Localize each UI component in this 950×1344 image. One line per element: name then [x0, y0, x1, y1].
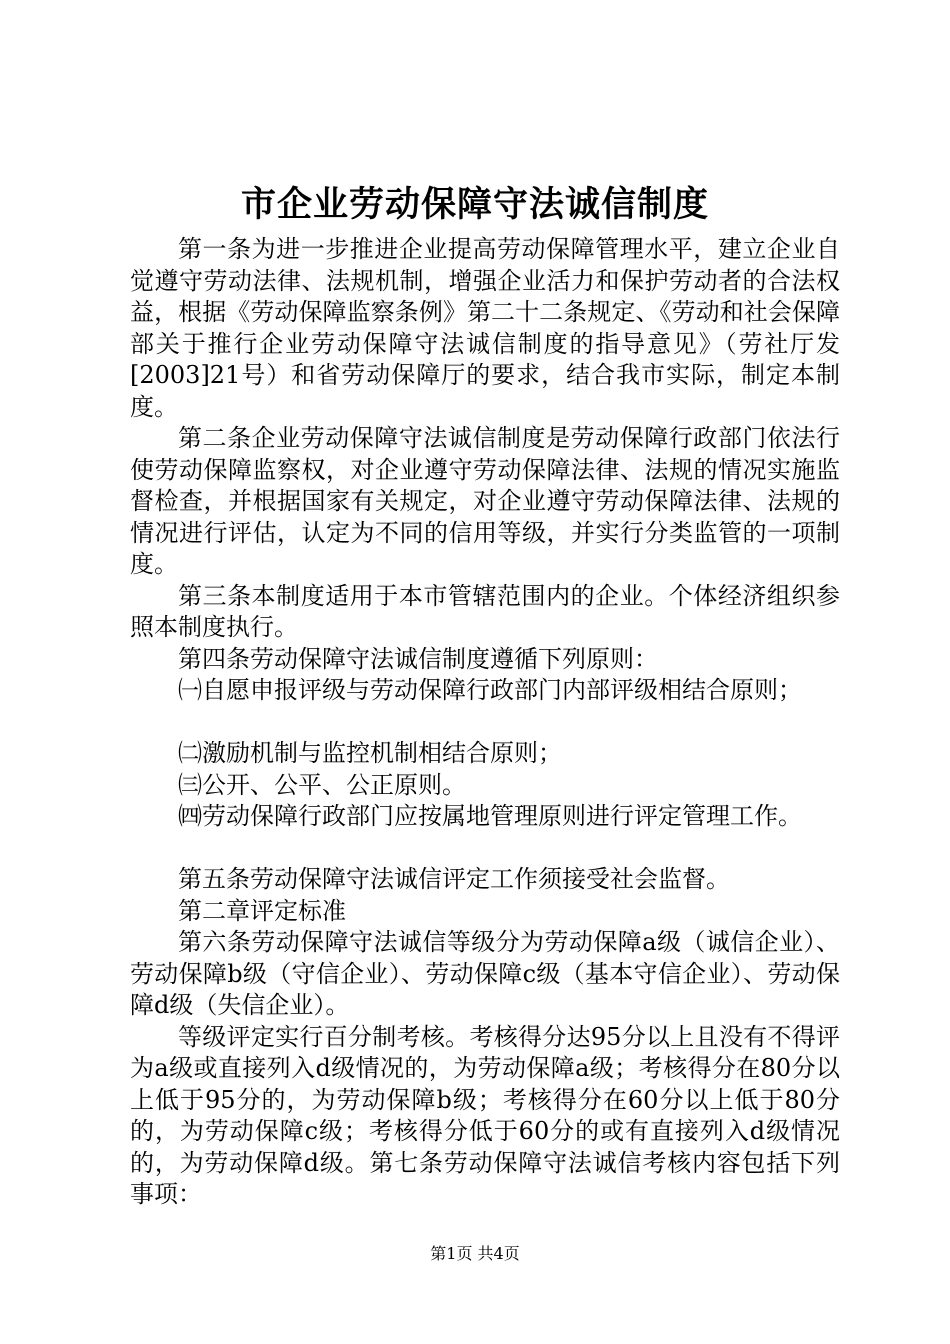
principle-item-1: ㈠自愿申报评级与劳动保障行政部门内部评级相结合原则； [178, 676, 802, 704]
paragraph-article-6: 第六条劳动保障守法诚信等级分为劳动保障a级（诚信企业）、劳动保障b级（守信企业）、劳动保障c级（基本守信企业）、劳动保障d级（失信企业）。 [130, 928, 840, 1019]
paragraph-article-5: 第五条劳动保障守法诚信评定工作须接受社会监督。 [178, 865, 730, 893]
principle-item-2: ㈡激励机制与监控机制相结合原则； [178, 739, 562, 767]
chapter-heading: 第二章评定标准 [178, 896, 346, 925]
paragraph-article-1: 第一条为进一步推进企业提高劳动保障管理水平，建立企业自觉遵守劳动法律、法规机制，增强企业活力和保护劳动者的合法权益，根据《劳动保障监察条例》第二十二条规定、《劳动和社会保障部关于推行企业劳动保障守法诚信制度的指导意见》（劳社厅发[2003]21号）和省劳动保障厅的要求，结合我市实际，制定本制度。 [130, 235, 840, 421]
paragraph-scoring: 等级评定实行百分制考核。考核得分达95分以上且没有不得评为a级或直接列入d级情况的，为劳动保障a级；考核得分在80分以上低于95分的，为劳动保障b级；考核得分在60分以上低于80分的，为劳动保障c级；考核得分低于60分的或有直接列入d级情况的，为劳动保障d级。第七条劳动保障守法诚信考核内容包括下列事项： [130, 1022, 840, 1208]
document-body [130, 234, 840, 1211]
principle-item-3: ㈢公开、公平、公正原则。 [178, 770, 466, 799]
paragraph-article-4: 第四条劳动保障守法诚信制度遵循下列原则： [178, 644, 658, 673]
paragraph-article-2: 第二条企业劳动保障守法诚信制度是劳动保障行政部门依法行使劳动保障监察权，对企业遵守劳动保障法律、法规的情况实施监督检查，并根据国家有关规定，对企业遵守劳动保障法律、法规的情况进行评估，认定为不同的信用等级，并实行分类监管的一项制度。 [130, 424, 840, 578]
paragraph-article-3: 第三条本制度适用于本市管辖范围内的企业。个体经济组织参照本制度执行。 [130, 581, 840, 641]
principle-item-4: ㈣劳动保障行政部门应按属地管理原则进行评定管理工作。 [178, 802, 802, 830]
document-title: 市企业劳动保障守法诚信制度 [240, 184, 709, 225]
page-footer: 第1页 共4页 [430, 1244, 520, 1263]
